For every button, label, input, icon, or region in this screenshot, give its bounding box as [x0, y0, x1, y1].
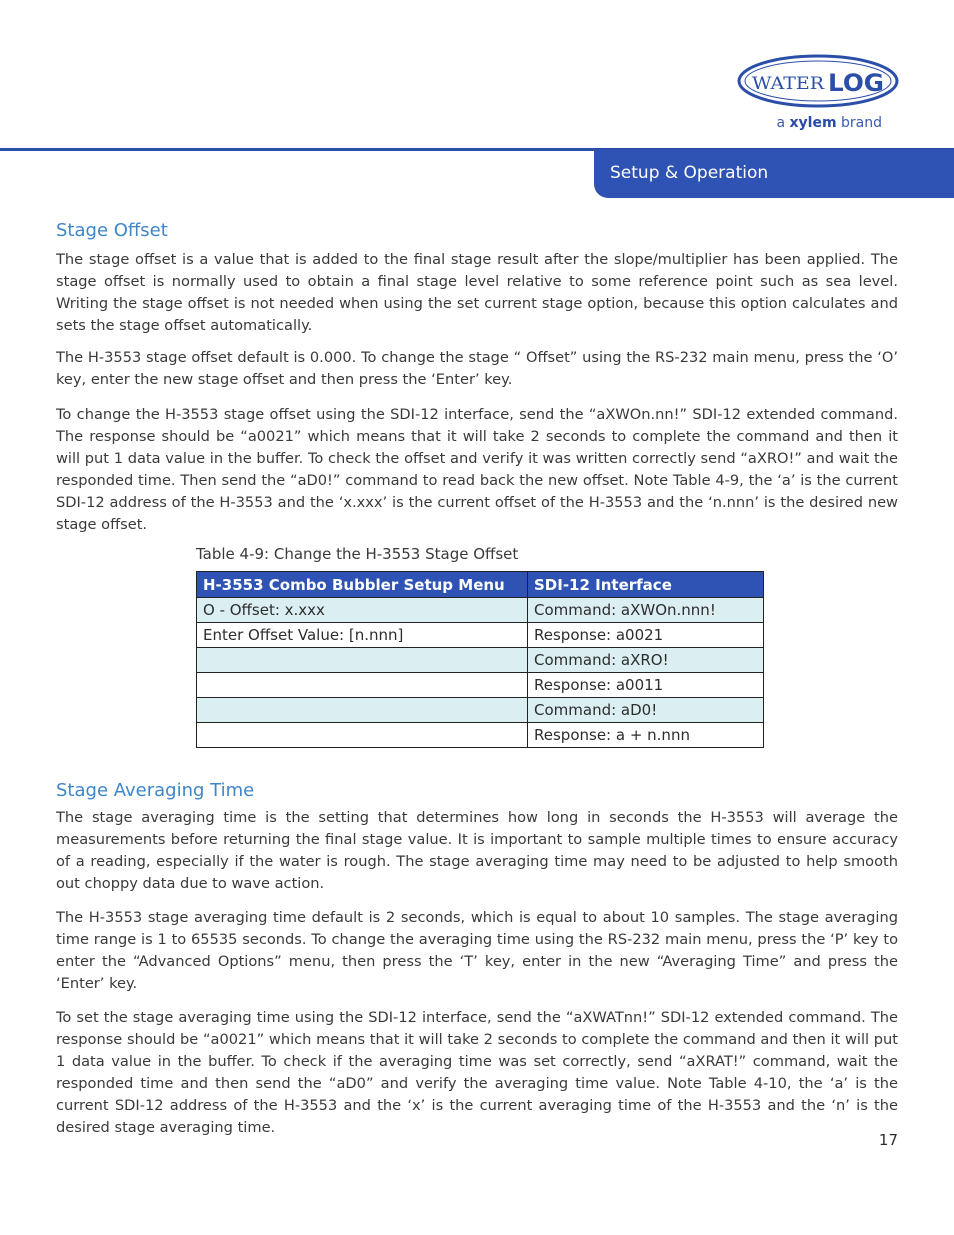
table-cell	[197, 648, 528, 673]
heading-stage-averaging-time: Stage Averaging Time	[56, 780, 255, 801]
page-number: 17	[878, 1131, 898, 1149]
table-cell: Enter Offset Value: [n.nnn]	[197, 623, 528, 648]
table-cell	[197, 673, 528, 698]
tagline-prefix: a	[776, 115, 786, 131]
table-header-sdi: SDI-12 Interface	[528, 572, 764, 598]
logo-word-water: WATER	[752, 74, 826, 94]
table-row	[197, 648, 764, 673]
table-cell: Response: a + n.nnn	[528, 723, 764, 748]
brand-tagline	[700, 115, 882, 131]
heading-stage-offset: Stage Offset	[56, 220, 168, 241]
averaging-paragraph-3: To set the stage averaging time using the SDI-12 interface, send the “aXWATnn!” SDI-12 extended command. The response should be “a0021” which means that it will take 2 seconds to complete the command and then it will put 1 data value in the buffer. To check if the averaging time was set correctly, send “aXRAT!” command, wait the responded time and then send the “aD0” and verify the averaging time value. Note Table 4-10, the ‘a’ is the current SDI-12 address of the H-3553 and the ‘x’ is the current averaging time of the H-3553 and the ‘n’ is the desired stage averaging time.	[56, 1009, 898, 1136]
tagline-brand: xylem	[789, 115, 837, 131]
section-tab: Setup & Operation	[594, 150, 954, 198]
table-header-row	[197, 572, 764, 598]
table-caption: Table 4-9: Change the H-3553 Stage Offset	[196, 545, 519, 563]
tagline-suffix: brand	[841, 115, 882, 131]
offset-paragraph-1: The stage offset is a value that is added to the final stage result after the slope/multiplier has been applied. The stage offset is normally used to obtain a final stage level relative to some reference point such as sea level. Writing the stage offset is not needed when using the set current stage option, because this option calculates and sets the stage offset automatically.	[56, 251, 898, 334]
table-row	[197, 698, 764, 723]
waterlog-logo	[736, 53, 900, 109]
table-cell: Command: aD0!	[528, 698, 764, 723]
offset-command-table	[196, 571, 764, 748]
logo-word-log: LOG	[828, 69, 884, 97]
averaging-paragraph-1: The stage averaging time is the setting that determines how long in seconds the H-3553 will average the measurements before returning the final stage value. It is important to sample multiple times to ensure accuracy of a reading, especially if the water is rough. The stage averaging time may need to be adjusted to help smooth out choppy data due to wave action.	[56, 809, 898, 892]
table-row	[197, 623, 764, 648]
table-row	[197, 723, 764, 748]
table-cell: O - Offset: x.xxx	[197, 598, 528, 623]
table-row	[197, 598, 764, 623]
table-row	[197, 673, 764, 698]
table-cell	[197, 723, 528, 748]
averaging-paragraph-2: The H-3553 stage averaging time default is 2 seconds, which is equal to about 10 samples. The stage averaging time range is 1 to 65535 seconds. To change the averaging time using the RS-232 main menu, press the ‘P’ key to enter the “Advanced Options” menu, then press the ‘T’ key, enter in the new “Averaging Time” and press the ‘Enter’ key.	[56, 909, 898, 992]
table-cell: Command: aXRO!	[528, 648, 764, 673]
table-header-menu: H-3553 Combo Bubbler Setup Menu	[197, 572, 528, 598]
table-cell: Response: a0021	[528, 623, 764, 648]
offset-paragraph-2: The H-3553 stage offset default is 0.000. To change the stage “ Offset” using the RS-232 main menu, press the ‘O’ key, enter the new stage offset and then press the ‘Enter’ key.	[56, 349, 898, 388]
table-cell: Response: a0011	[528, 673, 764, 698]
offset-paragraph-3: To change the H-3553 stage offset using the SDI-12 interface, send the “aXWOn.nn!” SDI-12 extended command. The response should be “a0021” which means that it will take 2 seconds to complete the command and then it will put 1 data value in the buffer. To check the offset and verify it was written correctly send “aXRO!” and wait the responded time. Then send the “aD0!” command to read back the new offset. Note Table 4-9, the ‘a’ is the current SDI-12 address of the H-3553 and the ‘x.xxx’ is the current offset of the H-3553 and the ‘n.nnn’ is the desired new stage offset.	[56, 406, 898, 533]
table-cell	[197, 698, 528, 723]
table-cell: Command: aXWOn.nnn!	[528, 598, 764, 623]
